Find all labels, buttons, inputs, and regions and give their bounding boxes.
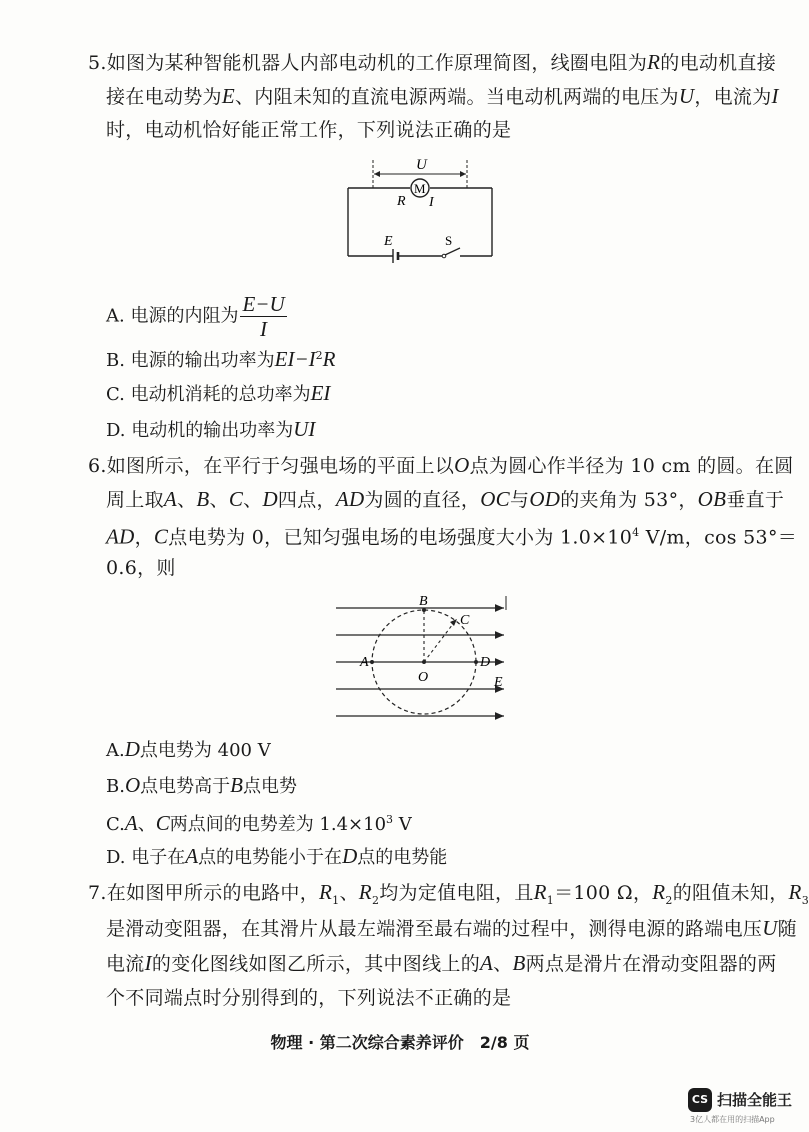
q5-option-a-fraction: $\frac{E-U}{I}$ [242,292,285,341]
q5-line-1: 5.如图为某种智能机器人内部电动机的工作原理简图，线圈电阻为R的电动机直接 [88,50,777,74]
page-footer: 物理 · 第二次综合素养评价 2/8 页 [270,1033,530,1052]
q6-option-a: A.D点电势为 400 V [106,737,271,761]
q5-circuit-diagram [340,152,510,270]
q5-option-d: D. 电动机的输出功率为UI [106,417,316,441]
camscanner-name: 扫描全能王 [717,1091,793,1109]
q6-label-a: A [360,655,369,670]
q6-label-o: O [418,670,429,685]
q5-label-e: E [384,234,393,249]
q5-label-s: S [445,233,453,248]
q7-line-3: 电流I的变化图线如图乙所示，其中图线上的A、B两点是滑片在滑动变阻器的两 [106,951,777,975]
q5-line-2: 接在电动势为E、内阻未知的直流电源两端。当电动机两端的电压为U，电流为I [106,84,779,108]
q5-option-a: A. 电源的内阻为 $\frac{E-U}{I}$ [106,292,285,341]
q5-label-r: R [397,194,406,209]
q6-field-diagram [330,590,520,730]
q6-option-c: C.A、C两点间的电势差为 $1.4\times 10^3$ V [106,811,412,835]
q7-line-2: 是滑动变阻器，在其滑片从最左端滑至最右端的过程中，测得电源的路端电压U随 [106,916,797,940]
q6-label-d: D [480,655,491,670]
q5-line-3: 时，电动机恰好能正常工作，下列说法正确的是 [106,119,512,141]
camscanner-tagline: 3亿人都在用的扫描App [690,1115,775,1124]
q6-option-b: B.O点电势高于B点电势 [106,773,297,797]
q5-label-u: U [416,157,427,173]
camscanner-logo-icon: CS [688,1088,712,1112]
q6-label-e: E [494,675,503,690]
q5-option-c: C. 电动机消耗的总功率为EI [106,381,331,405]
q5-motor-symbol: M [414,181,426,196]
q5-option-b: B. 电源的输出功率为$EI-I^2R$ [106,347,336,371]
q6-label-c: C [460,613,470,628]
q7-line-4: 个不同端点时分别得到的，下列说法不正确的是 [106,987,512,1009]
q6-label-b: B [419,594,428,609]
q5-label-i: I [429,195,434,210]
q6-line-4: 0.6，则 [106,557,176,579]
q6-line-3: AD，C点电势为 0，已知匀强电场的电场强度大小为 $1.0\times 10^4$ V/m，cos 53°＝ [106,524,798,549]
q6-option-d: D. 电子在A点的电势能小于在D点的电势能 [106,844,448,868]
q7-line-1: 7.在如图甲所示的电路中，$R_1$、$R_2$均为定值电阻，且$R_1=100$ Ω，$R_2$的阻值未知，$R_3$ [88,880,809,907]
q6-line-1: 6.如图所示，在平行于匀强电场的平面上以O点为圆心作半径为 10 cm 的圆。在圆 [88,453,794,477]
q6-line-2: 周上取A、B、C、D四点，AD为圆的直径，OC与OD的夹角为 53°，OB垂直于 [106,487,785,511]
